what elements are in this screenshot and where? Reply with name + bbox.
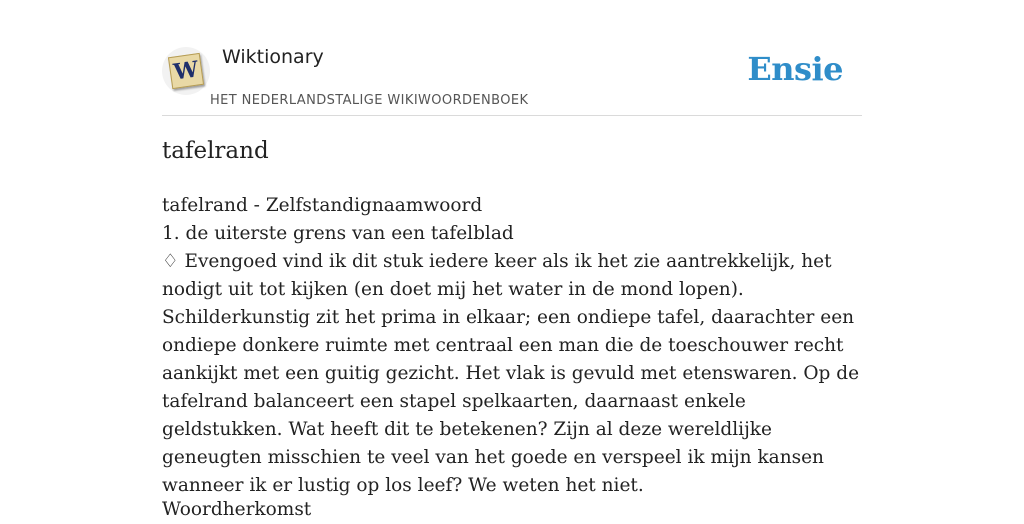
wiktionary-logo[interactable] <box>162 47 210 95</box>
site-tagline: HET NEDERLANDSTALIGE WIKIWOORDENBOEK <box>210 93 529 108</box>
wiktionary-tile-icon: W <box>168 53 204 89</box>
page <box>162 0 862 520</box>
site-name[interactable]: Wiktionary <box>222 46 324 68</box>
part-of-speech-line: tafelrand - Zelfstandignaamwoord <box>162 195 483 216</box>
site-header <box>162 0 862 116</box>
etymology-heading: Woordherkomst <box>162 499 312 520</box>
ensie-brand-logo[interactable]: Ensie <box>747 50 843 88</box>
entry-content <box>162 192 867 500</box>
page-title: tafelrand <box>162 138 269 164</box>
example-quote: ♢ Evengoed vind ik dit stuk iedere keer als ik het zie aantrekkelijk, het nodigt uit tot kijken (en doet mij het water in de mond lopen). Schilderkunstig zit het prima in elkaar; een ondiepe tafel, daarachter een ondiepe donkere ruimte met centraal een man die de toeschouwer recht aankijkt met een guitig gezicht. Het vlak is gevuld met etenswaren. Op de tafelrand balanceert een stapel spelkaarten, daarnaast enkele geldstukken. Wat heeft dit te betekenen? Zijn al deze wereldlijke geneugten misschien te veel van het goede en verspeel ik mijn kansen wanneer ik er lustig op los leef? We weten het niet. <box>162 251 860 496</box>
definition: 1. de uiterste grens van een tafelblad <box>162 223 514 244</box>
